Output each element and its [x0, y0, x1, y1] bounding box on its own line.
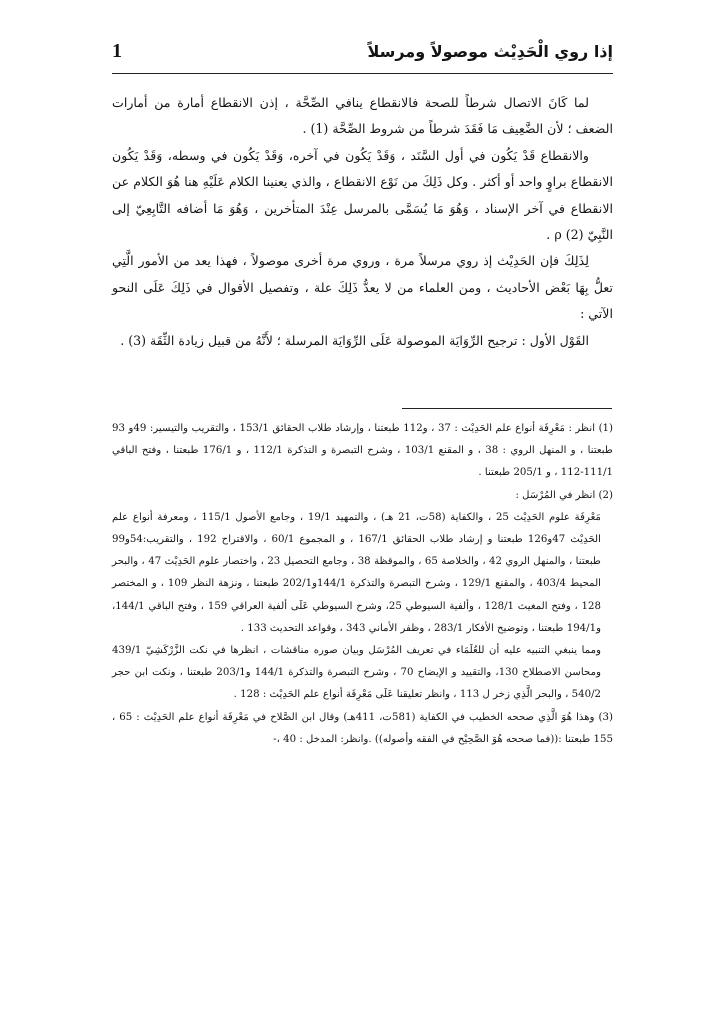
body-paragraph: لما كَانَ الاتصال شرطاً للصحة فالانقطاع ينافي الصِّحَّة ، إذن الانقطاع أمارة من أمارات الضعف ؛ لأن الضَّعِيف مَا فَقَدَ شرطاً من شروط الصِّحَّة (1) . [112, 95, 613, 137]
main-text [112, 90, 613, 354]
footnote-continuation: ومما ينبغي التنبيه عليه أن للعُلَمَاء في تعريف المُرْسَل وبيان صوره مناقشات ، انظرها في نكت الزَّرْكَشِيّ 439/1 ومحاسن الاصطلاح 130، والتقييد و الإيضاح 70 ، وشرح التبصرة والتذكرة 144/1 و203/1 طبعتنا ، ونكت ابن حجر 540/2 ، والبحر الَّذِي زخر ل 113 ، وانظر تعليقنا عَلَى مَعْرِفَة أنواع علم الحَدِيْث : 128 . [112, 645, 601, 701]
footnote-divider [402, 408, 612, 409]
footnote: (1) انظر : مَعْرِفَة أنواع علم الحَدِيْث : 37 ، و112 طبعتنا ، وإرشاد طلاب الحقائق 153/1 ، والتقريب والتيسير: 49و 93 طبعتنا ، و المنهل الروي : 38 ، و المقنع 103/1 ، وشرح التبصرة و التذكرة 112/1 ، و 176/1 طبعتنا ، وفتح الباقي 111/1-112 ، و 205/1 طبعتنا . [112, 423, 614, 479]
footnotes [112, 418, 613, 751]
body-paragraph: القَوْل الأول : ترجيح الرِّوَايَة الموصولة عَلَى الرِّوَايَة المرسلة ؛ لأَنَّهُ من قبيل زيادة الثِّقَة (3) . [120, 332, 589, 348]
footnote: (3) وهذا هُوَ الَّذِي صححه الخطيب في الكفاية (581ت، 411هـ) وقال ابن الصَّلاح في مَعْرِفَة أنواع علم الحَدِيْث : 65 ، 155 طبعتنا :((فما صححه هُوَ الصَّحِيْح في الفقه وأصوله)) .وانظر: المدخل : 40 ،- [112, 711, 613, 745]
footnote: (2) انظر في المُرْسَل : [515, 489, 613, 501]
running-title: إذا روي الْحَدِيْث موصولاً ومرسلاً [367, 42, 613, 61]
header-divider [112, 73, 613, 74]
page-header [112, 40, 613, 72]
footnote-continuation: مَعْرِفَة علوم الحَدِيْث 25 ، والكفاية (58ت، 21 هـ) ، والتمهيد 19/1 ، وجامع الأصول 115/1 ، ومعرفة أنواع علم الحَدِيْث 47و126 طبعتنا و إرشاد طلاب الحقائق 167/1 ، و المجموع 60/1 ، والاقتراح 192 ، والتقريب:54و99 طبعتنا ، والمنهل الروي 42 ، والخلاصة 65 ، والموقظة 38 ، وجامع التحصيل 23 ، واختصار علوم الحَدِيْث 47 ، والبحر المحيط 403/4 ، والمقنع 129/1 ، وشرح التبصرة والتذكرة 144/1و202/1 طبعتنا ، ونزهة النظر 109 ، و المختصر 128 ، وفتح المغيث 128/1 ، وألفية السيوطي 25، وشرح السيوطي عَلَى ألفية العراقي 159 ، وفتح الباقي 144/1، و194/1 طبعتنا ، وتوضيح الأفكار 283/1 ، وظفر الأماني 343 ، وقواعد التحديث 133 . [112, 511, 602, 634]
body-paragraph: والانقطاع قَدْ يَكُون في أول السَّنَد ، وَقَدْ يَكُون في آخره، وَقَدْ يَكُون في وسطه، وَقَدْ يَكُون الانقطاع براوٍ واحد أو أكثر . وكل ذَلِكَ من نَوْع الانقطاع ، والذي يعنينا الكلام عَلَيْهِ هنا هُوَ الكلام عن الانقطاع في آخر الإسناد ، وَهُوَ مَا يُسَمَّى بالمرسل عِنْدَ المتأخرين ، وَهُوَ مَا أضافه التَّابِعِيّ إلى النَّبِيّ ρ (2) . [112, 147, 613, 243]
body-paragraph: لِذَلِكَ فإن الحَدِيْث إذ روي مرسلاً مرة ، وروي مرة أخرى موصولاً ، فهذا يعد من الأمور الَّتِي تعلُّ بِهَا بَعْض الأحاديث ، ومن العلماء من لا يعدُّ ذَلِكَ علة ، وتفصيل الأقوال في ذَلِكَ عَلَى النحو الآتي : [112, 253, 613, 322]
page-number: 1 [112, 40, 122, 62]
